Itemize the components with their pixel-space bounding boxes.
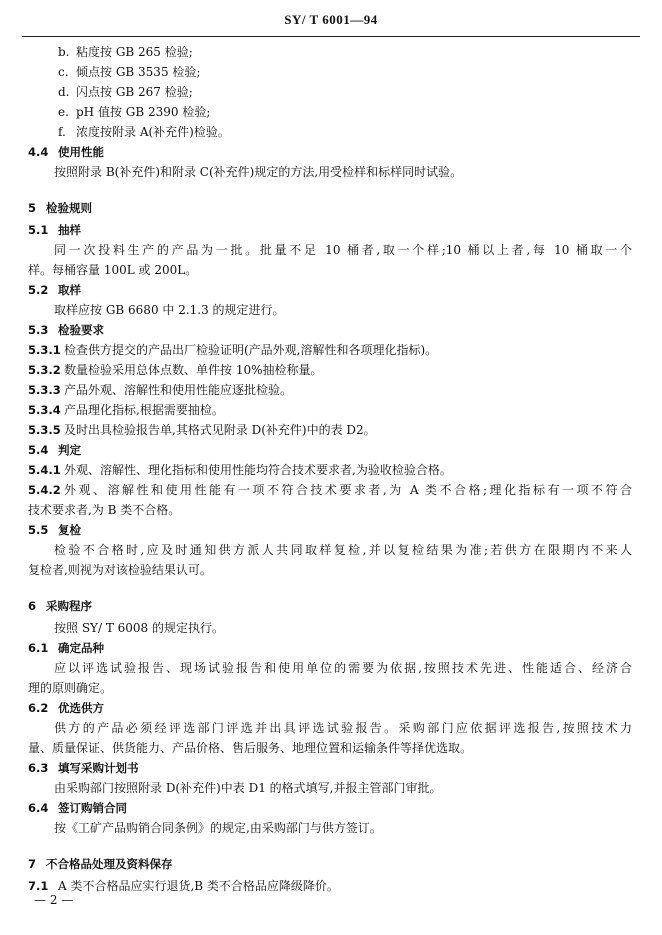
chapter-heading [0,852,662,876]
clause-number: 5.3.1 [28,343,61,357]
section-number: 6.3 [28,761,49,775]
paragraph [0,818,662,838]
clause-number: 5.3.4 [28,403,61,417]
section-title: 检验要求 [58,323,104,337]
section-heading [0,320,662,340]
chapter-heading [0,196,662,220]
paragraph-text: 同一次投料生产的产品为一批。批量不足 10 桶者,取一个样;10 桶以上者,每 10 桶取一个 [54,243,632,257]
chapter-number: 6 [28,599,37,613]
section-heading [0,440,662,460]
item-text: 浓度按附录 A(补充件)检验。 [76,125,230,139]
section-number: 5.2 [28,283,49,297]
paragraph-text: 样。每桶容量 100L 或 200L。 [28,263,198,277]
clause-text: 外观、溶解性、理化指标和使用性能均符合技术要求者,为验收检验合格。 [64,463,452,477]
chapter-title: 采购程序 [46,599,92,613]
section-heading [0,638,662,658]
page-header: SY/ T 6001—94 [284,12,378,27]
paragraph [0,162,662,182]
section-heading [0,758,662,778]
paragraph-text: 供方的产品必须经评选部门评选并出具评选试验报告。采购部门应依据评选报告,按照技术力 [54,721,632,735]
paragraph-line [0,738,662,758]
section-title: 填写采购计划书 [58,761,139,775]
section-title: 取样 [58,283,81,297]
paragraph-line [0,718,662,738]
list-item [0,42,662,62]
section-title: 确定品种 [58,641,104,655]
section-title: 抽样 [58,223,81,237]
paragraph-text: 理的原则确定。 [28,681,113,695]
list-item [0,400,662,420]
page-number: — 2 — [34,893,74,907]
chapter-number: 7 [28,857,37,871]
item-letter: d. [58,85,70,99]
paragraph-text: 由采购部门按照附录 D(补充件)中表 D1 的格式填写,并报主管部门审批。 [54,781,442,795]
item-text: 倾点按 GB 3535 检验; [76,65,201,79]
section-number: 6.2 [28,701,49,715]
paragraph [0,778,662,798]
paragraph-text: 量、质量保证、供货能力、产品价格、售后服务、地理位置和运输条件等择优选取。 [28,741,473,755]
section-heading [0,698,662,718]
paragraph-line [0,540,662,560]
chapter-title: 检验规则 [46,201,92,215]
paragraph-line [0,240,662,260]
clause-number: 5.3.3 [28,383,61,397]
paragraph-text: 按照附录 B(补充件)和附录 C(补充件)规定的方法,用受检样和标样同时试验。 [54,165,463,179]
list-item [0,102,662,122]
list-item [0,876,662,896]
paragraph-line [0,560,662,580]
item-letter: e. [58,105,69,119]
section-heading [0,798,662,818]
clause-number: 5.3.5 [28,423,61,437]
clause-text: 产品外观、溶解性和使用性能应逐批检验。 [64,383,293,397]
list-item [0,360,662,380]
paragraph-text: 复检者,则视为对该检验结果认可。 [28,563,212,577]
section-heading [0,220,662,240]
paragraph-line [0,260,662,280]
list-item [0,340,662,360]
clause-text: 数量检验采用总体点数、单件按 10%抽检称量。 [64,363,323,377]
paragraph-line [0,678,662,698]
section-number: 4.4 [28,145,49,159]
list-item [0,122,662,142]
clause-text: 产品理化指标,根据需要抽检。 [64,403,224,417]
clause-text: 技术要求者,为 B 类不合格。 [28,503,181,517]
clause-number: 5.3.2 [28,363,61,377]
clause-number: 5.4.2 [28,483,61,497]
clause-text: 外观、溶解性和使用性能有一项不符合技术要求者,为 A 类不合格;理化指标有一项不符合 [64,483,632,497]
paragraph-text: 取样应按 GB 6680 中 2.1.3 的规定进行。 [54,303,285,317]
item-text: 闪点按 GB 267 检验; [76,85,193,99]
item-letter: c. [58,65,69,79]
item-text: 粘度按 GB 265 检验; [76,45,193,59]
chapter-number: 5 [28,201,37,215]
header-rule [22,36,640,37]
section-title: 签订购销合同 [58,801,127,815]
section-title: 使用性能 [58,145,104,159]
chapter-heading [0,594,662,618]
list-item [0,420,662,440]
section-title: 判定 [58,443,81,457]
paragraph-line [0,500,662,520]
paragraph-text: 检验不合格时,应及时通知供方派人共同取样复检,并以复检结果为准;若供方在限期内不来人 [54,543,632,557]
section-heading [0,142,662,162]
clause-text: 检查供方提交的产品出厂检验证明(产品外观,溶解性和各项理化指标)。 [64,343,438,357]
item-letter: f. [58,125,66,139]
paragraph-line [0,658,662,678]
section-number: 6.4 [28,801,49,815]
section-number: 5.4 [28,443,49,457]
list-item [0,380,662,400]
list-item [0,82,662,102]
paragraph-text: A 类不合格品应实行退货,B 类不合格品应降级降价。 [58,879,339,893]
section-number: 7.1 [28,879,49,893]
chapter-title: 不合格品处理及资料保存 [46,857,173,871]
clause-number: 5.4.1 [28,463,61,477]
document-body [0,42,662,896]
item-letter: b. [58,45,70,59]
paragraph-text: 应以评选试验报告、现场试验报告和使用单位的需要为依据,按照技术先进、性能适合、经济合 [54,661,632,675]
section-heading [0,280,662,300]
section-title: 复检 [58,523,81,537]
paragraph-text: 按照 SY/ T 6008 的规定执行。 [54,621,224,635]
section-number: 5.1 [28,223,49,237]
list-item [0,480,662,500]
section-title: 优选供方 [58,701,104,715]
section-number: 6.1 [28,641,49,655]
section-number: 5.5 [28,523,49,537]
paragraph [0,618,662,638]
paragraph-text: 按《工矿产品购销合同条例》的规定,由采购部门与供方签订。 [54,821,382,835]
item-text: pH 值按 GB 2390 检验; [76,105,211,119]
clause-text: 及时出具检验报告单,其格式见附录 D(补充件)中的表 D2。 [64,423,376,437]
list-item [0,62,662,82]
section-heading [0,520,662,540]
list-item [0,460,662,480]
paragraph [0,300,662,320]
section-number: 5.3 [28,323,49,337]
